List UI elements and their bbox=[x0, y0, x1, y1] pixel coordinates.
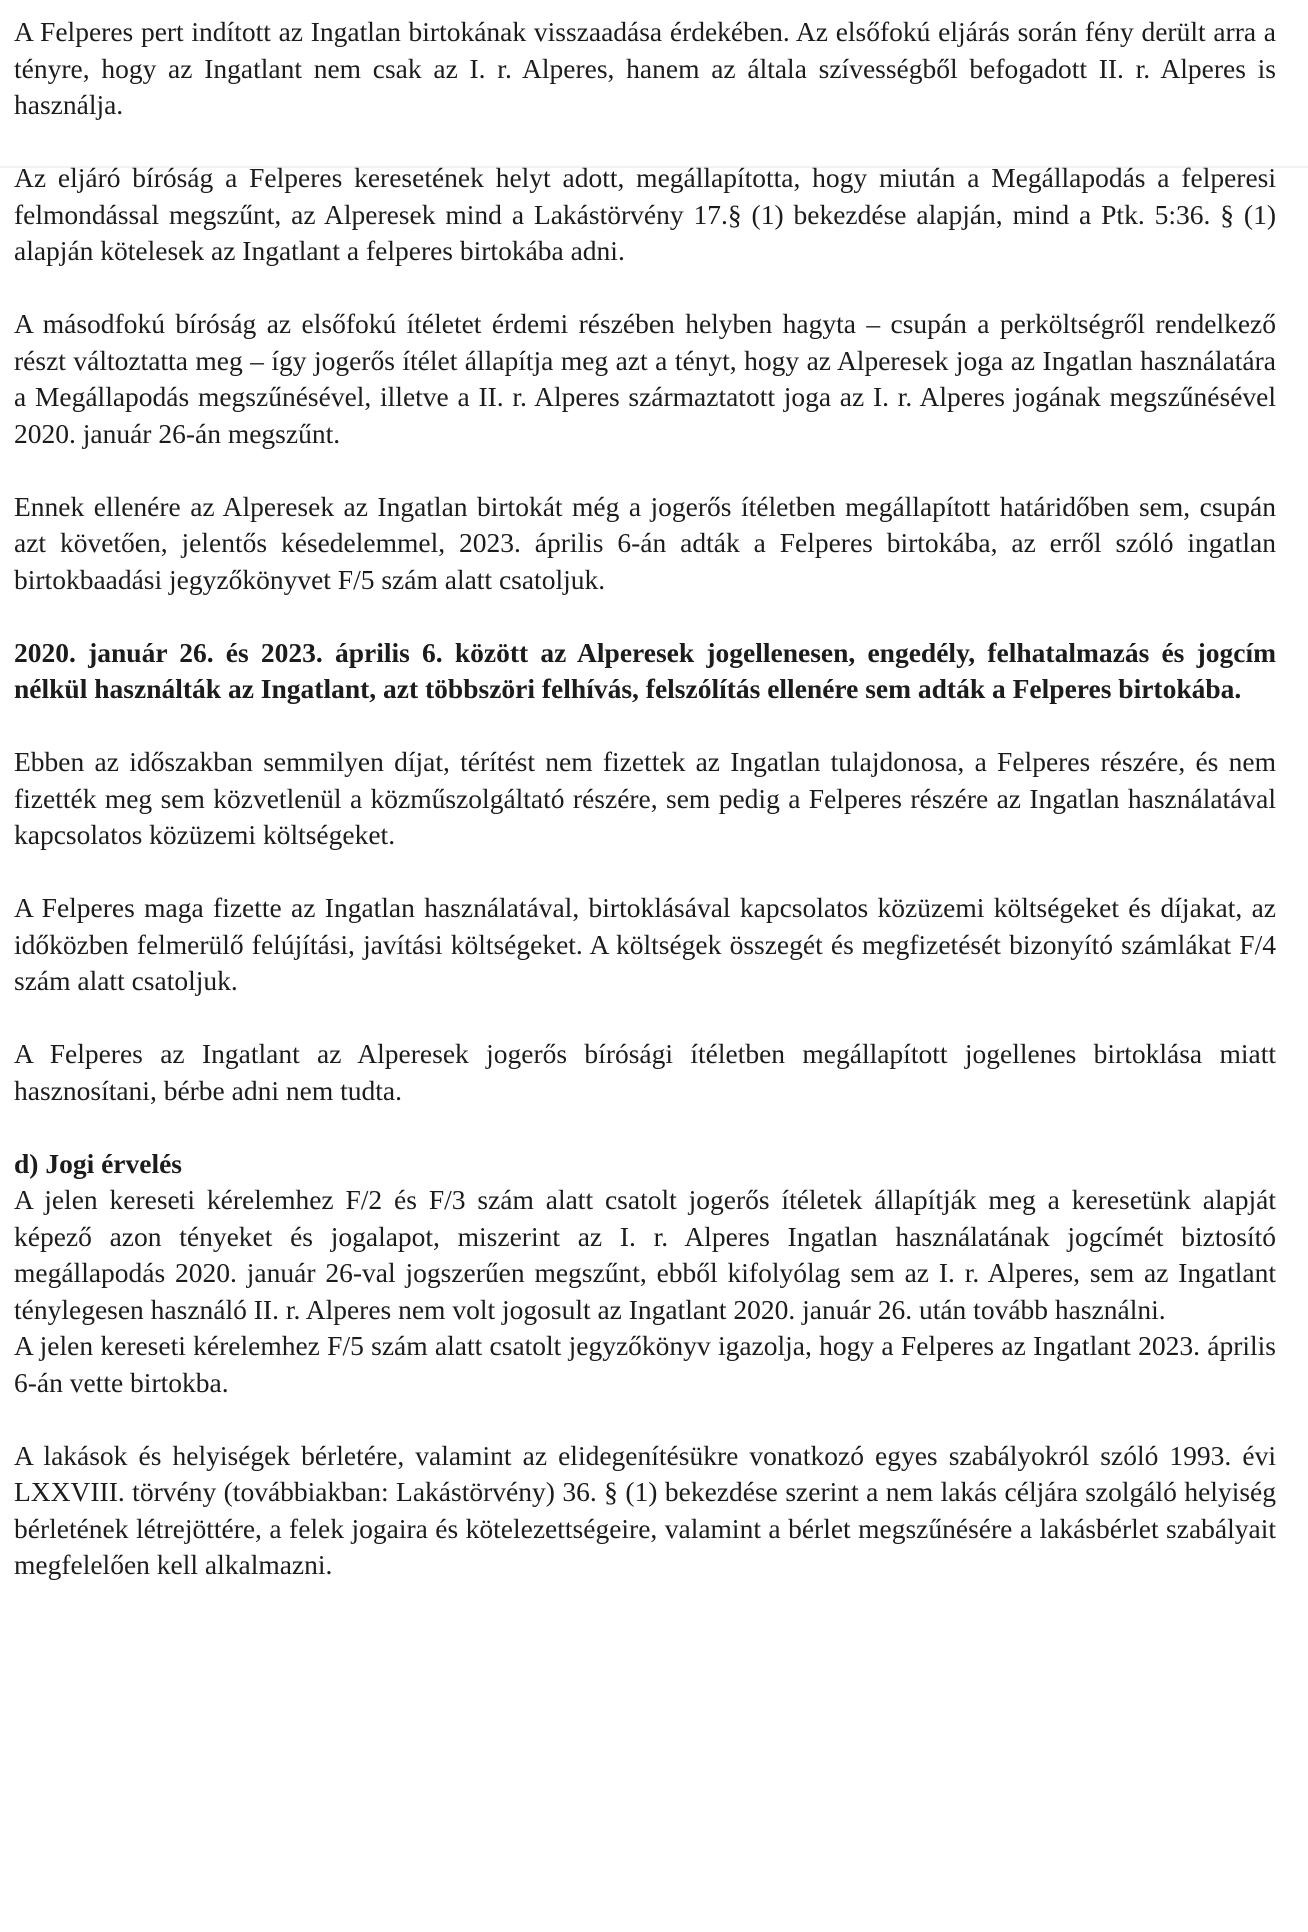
paragraph-no-payment: Ebben az időszakban semmilyen díjat, térítést nem fizettek az Ingatlan tulajdonosa, a Felperes részére, és nem fizették meg sem közvetlenül a közműszolgáltató részére, sem pedig a Felperes részére az Ingatlan használatával kapcsolatos közüzemi költségeket. bbox=[14, 746, 1276, 850]
paragraph-unlawful-use-emphasis: 2020. január 26. és 2023. április 6. között az Alperesek jogellenesen, engedély, felhatalmazás és jogcím nélkül használták az Ingatlant, azt többszöri felhívás, felszólítás ellenére sem adták a Felperes birtokába. bbox=[14, 636, 1276, 704]
paragraph-plaintiff-paid-costs: A Felperes maga fizette az Ingatlan használatával, birtoklásával kapcsolatos közüzemi költségeket és díjakat, az időközben felmerülő felújítási, javítási költségeket. A költségek összegét és megfizetését bizonyító számlákat F/4 szám alatt csatoljuk. bbox=[14, 892, 1276, 996]
paragraph-second-instance-ruling: A másodfokú bíróság az elsőfokú ítéletet érdemi részében helyben hagyta – csupán a perköltségről rendelkező részt változtatta meg – így jogerős ítélet állapítja meg azt a tényt, hogy az Alperesek joga az Ingatlan használatára a Megállapodás megszűnésével, illetve a II. r. Alperes származtatott joga az I. r. Alperes jogának megszűnésével 2020. január 26-án megszűnt. bbox=[14, 308, 1276, 449]
paragraph-late-handover: Ennek ellenére az Alperesek az Ingatlan birtokát még a jogerős ítéletben megállapított határidőben sem, csupán azt követően, jelentős késedelemmel, 2023. április 6-án adták a Felperes birtokába, az erről szóló ingatlan birtokbaadási jegyzőkönyvet F/5 szám alatt csatoljuk. bbox=[14, 490, 1276, 595]
paragraph-protocol-proof: A jelen kereseti kérelemhez F/5 szám alatt csatolt jegyzőkönyv igazolja, hogy a Felperes az Ingatlant 2023. április 6-án vette birtokba. bbox=[14, 1330, 1276, 1398]
paragraph-final-judgments: A jelen kereseti kérelemhez F/2 és F/3 szám alatt csatolt jogerős ítéletek állapítják meg a keresetünk alapját képező azon tényeket és jogalapot, miszerint az I. r. Alperes Ingatlan használatának jogcímét biztosító megállapodás 2020. január 26-val jogszerűen megszűnt, ebből kifolyólag sem az I. r. Alperes, sem az Ingatlant ténylegesen használó II. r. Alperes nem volt jogosult az Ingatlant 2020. január 26. után tovább használni. bbox=[14, 1184, 1276, 1325]
paragraph-could-not-lease: A Felperes az Ingatlant az Alperesek jogerős bírósági ítéletben megállapított jogellenes birtoklása miatt hasznosítani, bérbe adni nem tudta. bbox=[14, 1038, 1276, 1106]
paragraph-lawsuit-filed: A Felperes pert indított az Ingatlan birtokának visszaadása érdekében. Az elsőfokú eljárás során fény derült arra a tényre, hogy az Ingatlant nem csak az I. r. Alperes, hanem az általa szívességből befogadott II. r. Alperes is használja. bbox=[14, 16, 1276, 120]
section-legal-argument bbox=[14, 1146, 1276, 1329]
paragraph-first-instance-ruling: Az eljáró bíróság a Felperes keresetének helyt adott, megállapította, hogy miután a Megállapodás a felperesi felmondással megszűnt, az Alperesek mind a Lakástörvény 17.§ (1) bekezdése alapján, mind a Ptk. 5:36. § (1) alapján kötelesek az Ingatlant a felperes birtokába adni. bbox=[14, 162, 1276, 266]
document-page bbox=[14, 14, 1276, 1584]
section-heading: d) Jogi érvelés bbox=[14, 1147, 183, 1179]
paragraph-housing-act-citation: A lakások és helyiségek bérletére, valamint az elidegenítésükre vonatkozó egyes szabályokról szóló 1993. évi LXXVIII. törvény (továbbiakban: Lakástörvény) 36. § (1) bekezdése szerint a nem lakás céljára szolgáló helyiség bérletének létrejöttére, a felek jogaira és kötelezettségeire, valamint a bérlet megszűnésére a lakásbérlet szabályait megfelelően kell alkalmazni. bbox=[14, 1439, 1276, 1580]
